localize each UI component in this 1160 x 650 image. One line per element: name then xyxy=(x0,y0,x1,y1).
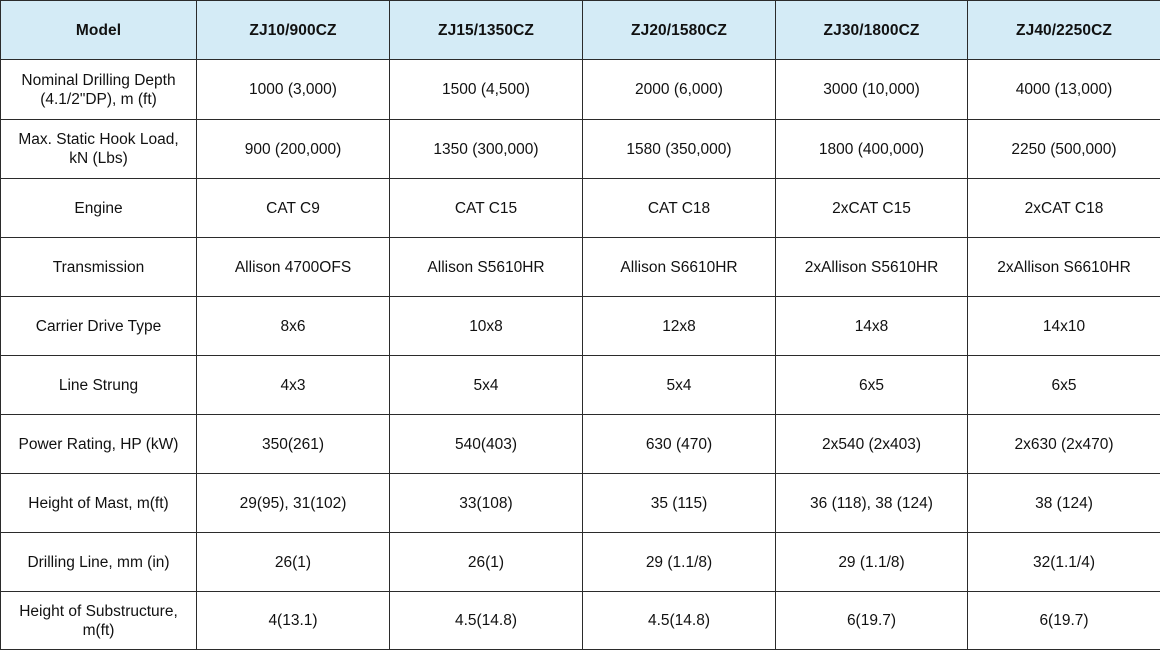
spec-value-cell: 14x10 xyxy=(968,297,1160,356)
row-parameter-label xyxy=(1,533,197,592)
spec-value-cell: 2250 (500,000) xyxy=(968,120,1160,179)
spec-value-cell: 1350 (300,000) xyxy=(390,120,583,179)
spec-value-cell: 29 (1.1/8) xyxy=(776,533,968,592)
table-row xyxy=(1,474,1160,533)
table-row xyxy=(1,120,1160,179)
spec-value-cell: Allison S5610HR xyxy=(390,238,583,297)
table-row xyxy=(1,60,1160,120)
parameter-label-line: Height of Substructure, xyxy=(19,602,178,620)
parameter-label-line: Max. Static Hook Load, xyxy=(18,131,179,148)
spec-value-cell: CAT C9 xyxy=(197,179,390,238)
table-row xyxy=(1,592,1160,650)
spec-value-cell: 1000 (3,000) xyxy=(197,60,390,120)
row-parameter-label xyxy=(1,238,197,297)
spec-value-cell: 2xAllison S5610HR xyxy=(776,238,968,297)
table-row xyxy=(1,179,1160,238)
spec-value-cell: 540(403) xyxy=(390,415,583,474)
parameter-label-line: Engine xyxy=(74,199,123,217)
spec-value-cell: 2xCAT C18 xyxy=(968,179,1160,238)
row-parameter-label xyxy=(1,297,197,356)
table-body xyxy=(1,60,1160,650)
row-parameter-label xyxy=(1,179,197,238)
spec-value-cell: 2x630 (2x470) xyxy=(968,415,1160,474)
spec-value-cell: 8x6 xyxy=(197,297,390,356)
spec-value-cell: 6x5 xyxy=(776,356,968,415)
row-parameter-label xyxy=(1,60,197,120)
spec-value-cell: 1580 (350,000) xyxy=(583,120,776,179)
row-parameter-label xyxy=(1,415,197,474)
spec-value-cell: 4.5(14.8) xyxy=(583,592,776,650)
spec-value-cell: 2x540 (2x403) xyxy=(776,415,968,474)
spec-value-cell: 2xCAT C15 xyxy=(776,179,968,238)
spec-value-cell: CAT C15 xyxy=(390,179,583,238)
spec-value-cell: 14x8 xyxy=(776,297,968,356)
parameter-label-line: kN (Lbs) xyxy=(69,150,128,167)
spec-value-cell: 2xAllison S6610HR xyxy=(968,238,1160,297)
spec-value-cell: 5x4 xyxy=(390,356,583,415)
spec-value-cell: 2000 (6,000) xyxy=(583,60,776,120)
parameter-label-line: Nominal Drilling Depth xyxy=(21,71,176,89)
spec-value-cell: Allison 4700OFS xyxy=(197,238,390,297)
header-model-label: Model xyxy=(1,1,197,60)
parameter-label-line: Power Rating, HP (kW) xyxy=(18,435,179,453)
header-row xyxy=(1,1,1160,60)
spec-value-cell: 350(261) xyxy=(197,415,390,474)
header-model-zj30: ZJ30/1800CZ xyxy=(776,1,968,60)
table-header xyxy=(1,1,1160,60)
header-model-zj20: ZJ20/1580CZ xyxy=(583,1,776,60)
spec-value-cell: 4000 (13,000) xyxy=(968,60,1160,120)
table-row xyxy=(1,238,1160,297)
spec-value-cell: 6(19.7) xyxy=(968,592,1160,650)
spec-value-cell: 4x3 xyxy=(197,356,390,415)
spec-value-cell: CAT C18 xyxy=(583,179,776,238)
spec-value-cell: 3000 (10,000) xyxy=(776,60,968,120)
table-row xyxy=(1,297,1160,356)
spec-value-cell: 36 (118), 38 (124) xyxy=(776,474,968,533)
parameter-label-line: Height of Mast, m(ft) xyxy=(28,494,169,512)
row-parameter-label xyxy=(1,474,197,533)
spec-value-cell: 6x5 xyxy=(968,356,1160,415)
spec-value-cell: 29 (1.1/8) xyxy=(583,533,776,592)
parameter-label-line: Drilling Line, mm (in) xyxy=(27,553,170,571)
table-row xyxy=(1,415,1160,474)
spec-value-cell: 630 (470) xyxy=(583,415,776,474)
spec-value-cell: 26(1) xyxy=(197,533,390,592)
spec-value-cell: 1800 (400,000) xyxy=(776,120,968,179)
header-model-zj40: ZJ40/2250CZ xyxy=(968,1,1160,60)
row-parameter-label xyxy=(1,356,197,415)
spec-value-cell: 4.5(14.8) xyxy=(390,592,583,650)
row-parameter-label xyxy=(1,592,197,650)
table-row xyxy=(1,533,1160,592)
spec-value-cell: 33(108) xyxy=(390,474,583,533)
spec-value-cell: 12x8 xyxy=(583,297,776,356)
spec-value-cell: 1500 (4,500) xyxy=(390,60,583,120)
header-model-zj10: ZJ10/900CZ xyxy=(197,1,390,60)
parameter-label-line: Line Strung xyxy=(58,376,139,394)
spec-value-cell: 5x4 xyxy=(583,356,776,415)
spec-value-cell: 10x8 xyxy=(390,297,583,356)
spec-value-cell: 900 (200,000) xyxy=(197,120,390,179)
row-parameter-label xyxy=(1,120,197,179)
spec-value-cell: 38 (124) xyxy=(968,474,1160,533)
spec-value-cell: Allison S6610HR xyxy=(583,238,776,297)
spec-value-cell: 4(13.1) xyxy=(197,592,390,650)
table-row xyxy=(1,356,1160,415)
parameter-label-line: Carrier Drive Type xyxy=(35,317,162,335)
spec-value-cell: 26(1) xyxy=(390,533,583,592)
spec-value-cell: 32(1.1/4) xyxy=(968,533,1160,592)
parameter-label-line: (4.1/2"DP), m (ft) xyxy=(40,90,157,108)
spec-value-cell: 35 (115) xyxy=(583,474,776,533)
header-model-zj15: ZJ15/1350CZ xyxy=(390,1,583,60)
spec-value-cell: 29(95), 31(102) xyxy=(197,474,390,533)
parameter-label-line: Transmission xyxy=(52,258,145,276)
parameter-label-line: m(ft) xyxy=(82,621,115,639)
spec-value-cell: 6(19.7) xyxy=(776,592,968,650)
